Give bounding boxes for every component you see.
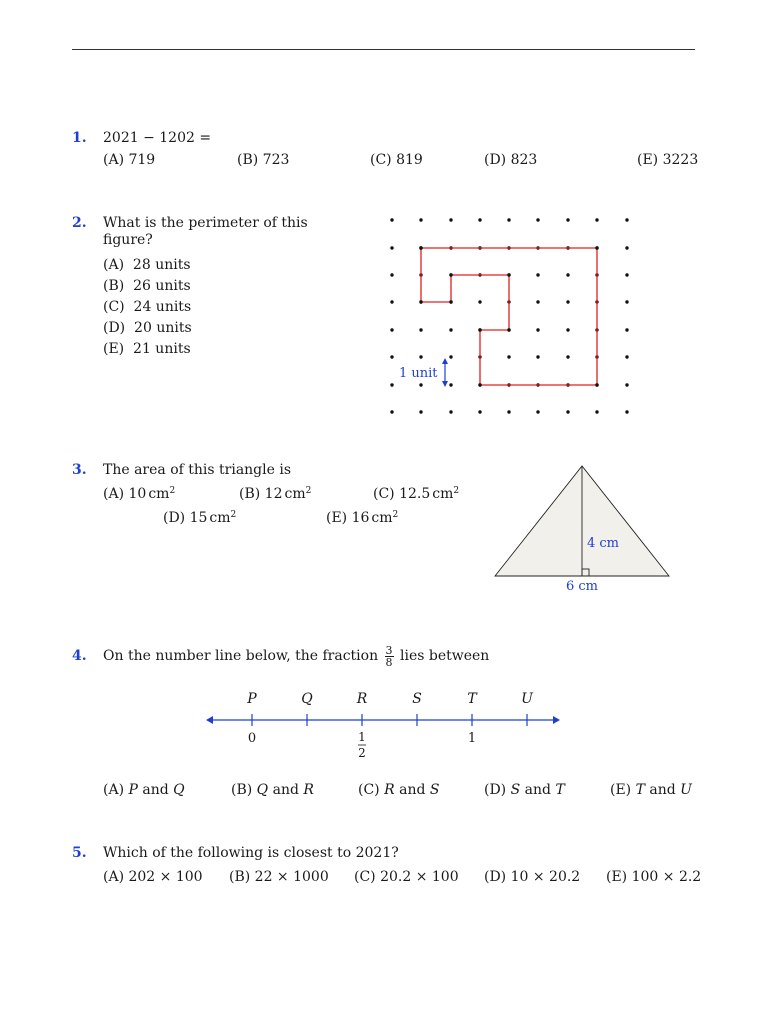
number-line-arrow-left (206, 716, 213, 724)
question-2-option-b[interactable]: (B) 26 units (103, 278, 191, 294)
question-4-option-c[interactable]: (C) R and S (358, 782, 440, 798)
question-1-option-b[interactable]: (B) 723 (237, 152, 290, 168)
tick-letter-T: T (467, 691, 477, 707)
question-5-option-d[interactable]: (D) 10 × 20.2 (484, 869, 581, 885)
unit-label: 1 unit (399, 366, 438, 381)
question-3-text: The area of this triangle is (103, 462, 292, 478)
question-1-text: 2021 − 1202 = (103, 130, 212, 146)
question-4-option-b[interactable]: (B) Q and R (231, 782, 314, 798)
triangle-height-label: 4 cm (587, 536, 620, 551)
question-2-number: 2. (72, 215, 87, 231)
number-line-letters (246, 691, 534, 707)
tick-letter-R: R (356, 691, 368, 707)
question-3-option-c[interactable]: (C) 12.5 $cm^2$ (373, 486, 460, 502)
question-3-option-b[interactable]: (B) 12 $cm^2$ (239, 486, 312, 502)
triangle-base-label: 6 cm (566, 579, 599, 594)
question-3-option-a[interactable]: (A) 10 $cm^2$ (103, 486, 176, 502)
question-2-option-a[interactable]: (A) 28 units (103, 257, 191, 273)
tick-letter-P: P (247, 691, 257, 707)
question-5-option-b[interactable]: (B) 22 × 1000 (229, 869, 329, 885)
question-1-option-d[interactable]: (D) 823 (484, 152, 538, 168)
question-4-option-a[interactable]: (A) P and Q (103, 782, 185, 798)
question-1-option-a[interactable]: (A) 719 (103, 152, 156, 168)
question-3-option-e[interactable]: (E) 16 $cm^2$ (326, 510, 399, 526)
value-label-0: 0 (247, 731, 257, 746)
question-3-number: 3. (72, 462, 87, 478)
question-4-option-d[interactable]: (D) S and T (484, 782, 565, 798)
question-5-option-c[interactable]: (C) 20.2 × 100 (354, 869, 459, 885)
question-2-option-e[interactable]: (E) 21 units (103, 341, 191, 357)
question-2-text-line2: figure? (103, 232, 153, 248)
question-4-option-e[interactable]: (E) T and U (610, 782, 692, 798)
question-2-text-line1: What is the perimeter of this (103, 215, 308, 231)
question-3-option-d[interactable]: (D) 15 $cm^2$ (163, 510, 237, 526)
question-1-option-c[interactable]: (C) 819 (370, 152, 423, 168)
question-5-number: 5. (72, 845, 87, 861)
question-5-option-a[interactable]: (A) 202 × 100 (103, 869, 203, 885)
question-2-option-d[interactable]: (D) 20 units (103, 320, 192, 336)
tick-letter-U: U (521, 691, 533, 707)
question-5-text: Which of the following is closest to 2021? (103, 845, 399, 861)
tick-letter-S: S (412, 691, 422, 707)
fraction-three-eighths: $\frac{3}{8}$ (385, 643, 393, 669)
number-line-arrow-right (553, 716, 560, 724)
half-numerator: 1 (358, 730, 366, 744)
question-4-number: 4. (72, 648, 87, 664)
half-denominator: 2 (358, 746, 366, 760)
question-4-text: On the number line below, the fraction $\frac{3}{8}$ lies between (103, 643, 490, 669)
question-5-option-e[interactable]: (E) 100 × 2.2 (606, 869, 702, 885)
question-2-option-c[interactable]: (C) 24 units (103, 299, 192, 315)
tick-letter-Q: Q (301, 691, 313, 707)
question-1-option-e[interactable]: (E) 3223 (637, 152, 699, 168)
value-label-1: 1 (467, 731, 477, 746)
question-1-number: 1. (72, 130, 87, 146)
number-line-half-label (358, 730, 366, 760)
